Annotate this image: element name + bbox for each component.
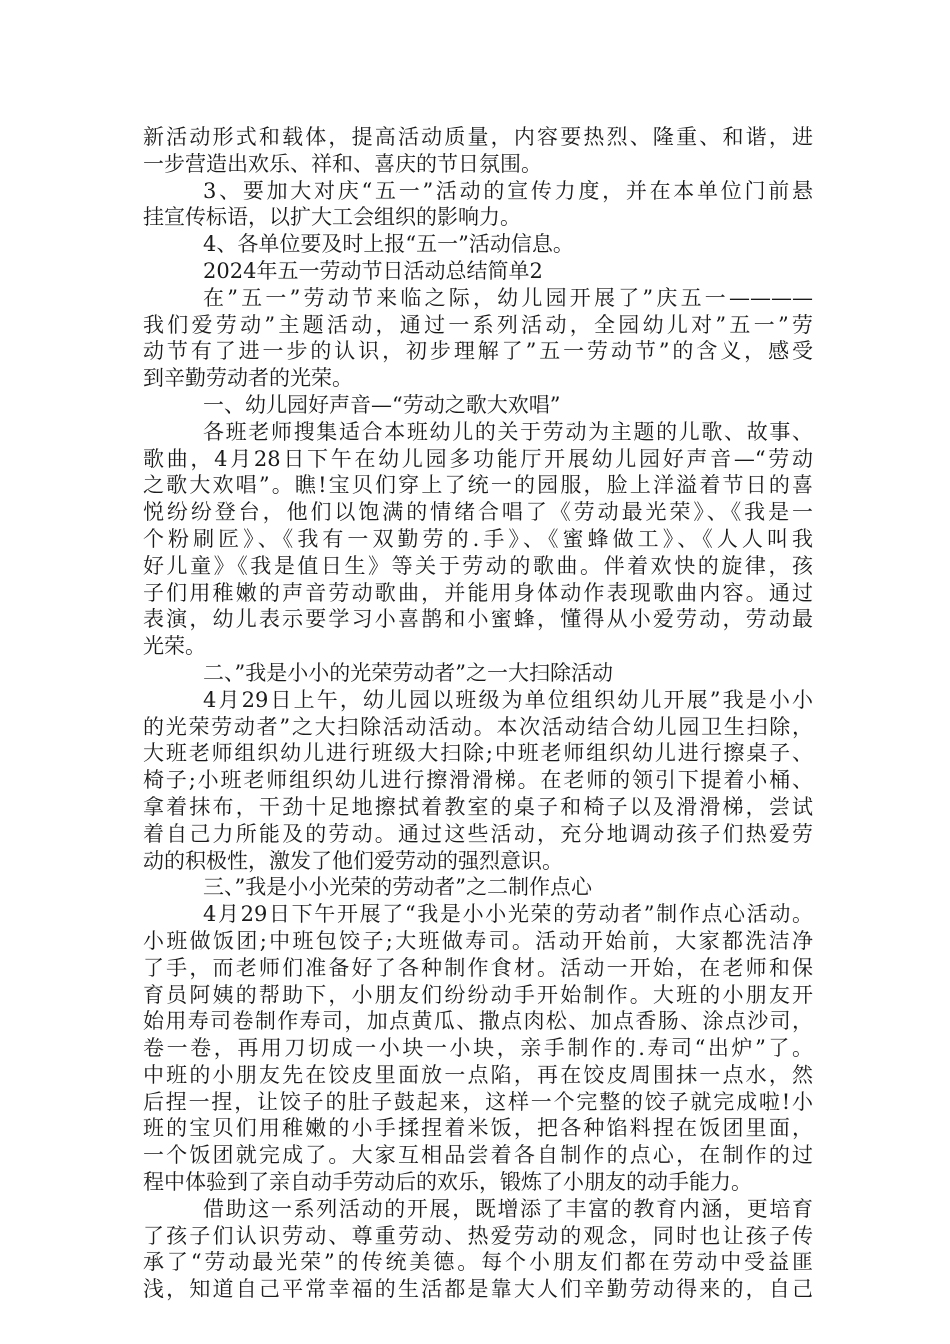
text-line: 程中体验到了亲自动手劳动后的欢乐，锻炼了小朋友的动手能力。 bbox=[143, 1170, 752, 1195]
text-line: 浅，知道自己平常幸福的生活都是靠大人们辛勤劳动得来的，自己 bbox=[143, 1277, 813, 1302]
text-line: 在”五一”劳动节来临之际，幼儿园开展了”庆五一———— bbox=[203, 285, 813, 310]
text-line: 歌曲，4月28日下午在幼儿园多功能厅开展幼儿园好声音—“劳动 bbox=[143, 446, 813, 471]
text-line: 表演，幼儿表示要学习小喜鹊和小蜜蜂，懂得从小爱劳动，劳动最 bbox=[143, 607, 813, 632]
text-line: 椅子;小班老师组织幼儿进行擦滑滑梯。在老师的领引下提着小桶、 bbox=[143, 768, 813, 793]
text-line: 我们爱劳动”主题活动，通过一系列活动，全园幼儿对”五一”劳 bbox=[143, 312, 813, 337]
text-line: 后捏一捏，让饺子的肚子鼓起来，这样一个完整的饺子就完成啦!小 bbox=[143, 1089, 813, 1114]
text-line: 了手，而老师们准备好了各种制作食材。活动一开始，在老师和保 bbox=[143, 955, 813, 980]
text-line: 的光荣劳动者”之大扫除活动活动。本次活动结合幼儿园卫生扫除， bbox=[143, 714, 813, 739]
text-line: 着自己力所能及的劳动。通过这些活动，充分地调动孩子们热爱劳 bbox=[143, 821, 813, 846]
text-line: 各班老师搜集适合本班幼儿的关于劳动为主题的儿歌、故事、 bbox=[203, 419, 813, 444]
text-line: 始用寿司卷制作寿司，加点黄瓜、撒点肉松、加点香肠、涂点沙司， bbox=[143, 1009, 813, 1034]
text-line: 4、各单位要及时上报“五一”活动信息。 bbox=[203, 232, 574, 257]
document-body bbox=[143, 124, 813, 1303]
text-line: 借助这一系列活动的开展，既增添了丰富的教育内涵，更培育 bbox=[203, 1196, 813, 1221]
text-line: 卷一卷，再用刀切成一小块一小块，亲手制作的.寿司“出炉”了。 bbox=[143, 1036, 813, 1061]
text-line: 了孩子们认识劳动、尊重劳动、热爱劳动的观念，同时也让孩子传 bbox=[143, 1223, 813, 1248]
text-line: 到辛勤劳动者的光荣。 bbox=[143, 366, 353, 391]
text-line: 中班的小朋友先在饺皮里面放一点陷，再在饺皮周围抹一点水，然 bbox=[143, 1062, 813, 1087]
text-line: 4月29日上午，幼儿园以班级为单位组织幼儿开展”我是小小 bbox=[203, 687, 813, 712]
text-line: 小班做饭团;中班包饺子;大班做寿司。活动开始前，大家都洗洁净 bbox=[143, 928, 813, 953]
text-line: 子们用稚嫩的声音劳动歌曲，并能用身体动作表现歌曲内容。通过 bbox=[143, 580, 813, 605]
text-line: 好儿童》《我是值日生》等关于劳动的歌曲。伴着欢快的旋律，孩 bbox=[143, 553, 813, 578]
text-line: 2024年五一劳动节日活动总结简单2 bbox=[203, 258, 543, 283]
text-line: 3、要加大对庆“五一”活动的宣传力度，并在本单位门前悬 bbox=[203, 178, 813, 203]
text-line: 个粉刷匠》、《我有一双勤劳的.手》、《蜜蜂做工》、《人人叫我 bbox=[143, 526, 813, 551]
text-line: 动的积极性，激发了他们爱劳动的强烈意识。 bbox=[143, 848, 563, 873]
text-line: 一、幼儿园好声音—“劳动之歌大欢唱” bbox=[203, 392, 561, 417]
text-line: 班的宝贝们用稚嫩的小手揉捏着米饭，把各种馅料捏在饭团里面， bbox=[143, 1116, 813, 1141]
text-line: 悦纷纷登台，他们以饱满的情绪合唱了《劳动最光荣》、《我是一 bbox=[143, 500, 813, 525]
text-line: 新活动形式和载体，提高活动质量，内容要热烈、隆重、和谐，进 bbox=[143, 125, 813, 149]
text-line: 育员阿姨的帮助下，小朋友们纷纷动手开始制作。大班的小朋友开 bbox=[143, 982, 813, 1007]
text-line: 一步营造出欢乐、祥和、喜庆的节日氛围。 bbox=[143, 151, 542, 176]
text-line: 拿着抹布，干劲十足地擦拭着教室的桌子和椅子以及滑滑梯，尝试 bbox=[143, 794, 813, 819]
text-line: 一个饭团就完成了。大家互相品尝着各自制作的点心，在制作的过 bbox=[143, 1143, 813, 1168]
text-line: 二、”我是小小的光荣劳动者”之一大扫除活动 bbox=[203, 660, 613, 685]
text-line: 4月29日下午开展了“我是小小光荣的劳动者”制作点心活动。 bbox=[203, 902, 813, 927]
text-line: 大班老师组织幼儿进行班级大扫除;中班老师组织幼儿进行擦桌子、 bbox=[143, 741, 813, 766]
text-line: 承了“劳动最光荣”的传统美德。每个小朋友们都在劳动中受益匪 bbox=[143, 1250, 813, 1275]
text-line: 挂宣传标语，以扩大工会组织的影响力。 bbox=[143, 205, 521, 230]
text-line: 三、”我是小小光荣的劳动者”之二制作点心 bbox=[203, 875, 592, 900]
text-line: 之歌大欢唱”。瞧!宝贝们穿上了统一的园服，脸上洋溢着节日的喜 bbox=[143, 473, 813, 498]
text-line: 光荣。 bbox=[143, 634, 206, 659]
text-line: 动节有了进一步的认识，初步理解了”五一劳动节”的含义，感受 bbox=[143, 339, 813, 364]
